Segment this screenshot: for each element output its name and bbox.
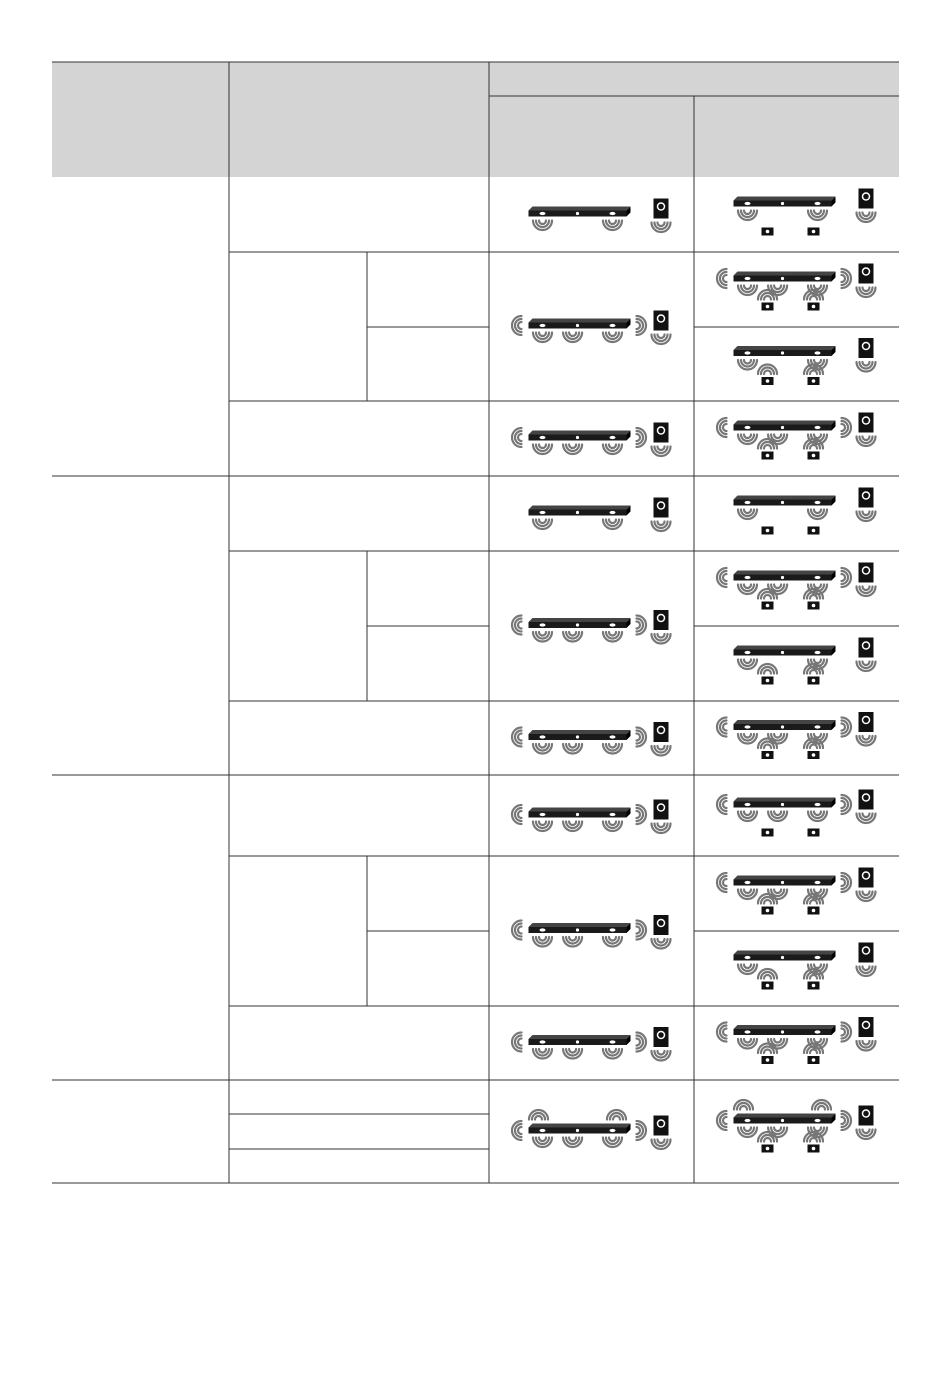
sound-wave-icon: [603, 520, 622, 530]
sound-wave-icon: [603, 822, 622, 832]
sound-wave-icon: [652, 522, 671, 532]
sound-wave-icon: [738, 435, 757, 445]
sound-wave-icon: [857, 1041, 876, 1051]
sound-wave-icon: [512, 805, 522, 824]
sound-wave-icon: [857, 362, 876, 372]
sound-wave-icon: [512, 316, 522, 335]
subwoofer-icon: [857, 563, 876, 597]
rear-speaker-icon: [758, 664, 777, 685]
sound-wave-icon: [603, 1138, 622, 1148]
sound-wave-icon: [607, 1110, 626, 1120]
soundbar-icon: [717, 269, 851, 295]
speaker-configuration: [512, 311, 671, 345]
sound-wave-icon: [529, 1110, 548, 1120]
sound-wave-icon: [563, 333, 582, 343]
rear-speaker-icon: [804, 1132, 823, 1153]
soundbar-icon: [717, 718, 851, 744]
sound-wave-icon: [857, 288, 876, 298]
sound-wave-icon: [857, 587, 876, 597]
subwoofer-icon: [857, 488, 876, 522]
sound-wave-icon: [738, 360, 757, 370]
sound-wave-icon: [717, 873, 727, 892]
sound-wave-icon: [857, 967, 876, 977]
sound-wave-icon: [717, 795, 727, 814]
sound-wave-icon: [717, 1023, 727, 1042]
sound-wave-icon: [533, 744, 552, 754]
sound-wave-icon: [603, 221, 622, 231]
sound-wave-icon: [842, 1023, 852, 1042]
speaker-configuration: [734, 338, 876, 385]
sound-wave-icon: [563, 1049, 582, 1059]
speaker-configuration: [734, 638, 876, 685]
speaker-configuration: [512, 1027, 671, 1061]
sound-wave-icon: [512, 428, 522, 447]
rear-speaker-icon: [804, 290, 823, 311]
soundbar-icon: [512, 1033, 646, 1059]
sound-wave-icon: [738, 890, 757, 900]
sound-wave-icon: [768, 812, 787, 822]
subwoofer-icon: [652, 800, 671, 834]
rear-speaker-icon: [808, 527, 820, 535]
sound-wave-icon: [652, 335, 671, 345]
speaker-configuration: [717, 563, 876, 610]
sound-wave-icon: [812, 1100, 831, 1110]
sound-wave-icon: [857, 814, 876, 824]
soundbar-icon: [512, 316, 646, 342]
subwoofer-icon: [857, 413, 876, 447]
subwoofer-icon: [652, 1027, 671, 1061]
subwoofer-icon: [857, 790, 876, 824]
speaker-configuration: [734, 943, 876, 990]
soundbar-icon: [734, 496, 836, 520]
speaker-configuration: [717, 1100, 876, 1153]
subwoofer-icon: [857, 943, 876, 977]
sound-wave-icon: [857, 662, 876, 672]
sound-wave-icon: [842, 718, 852, 737]
sound-wave-icon: [738, 812, 757, 822]
sound-wave-icon: [512, 921, 522, 940]
rear-speaker-icon: [758, 290, 777, 311]
soundbar-icon: [529, 207, 631, 231]
soundbar-icon: [512, 921, 646, 947]
speaker-configuration: [512, 610, 671, 644]
subwoofer-icon: [857, 1106, 876, 1140]
rear-speaker-icon: [762, 228, 774, 236]
rear-speaker-icon: [804, 894, 823, 915]
sound-wave-icon: [652, 939, 671, 949]
sound-wave-icon: [563, 822, 582, 832]
sound-wave-icon: [842, 873, 852, 892]
soundbar-icon: [512, 805, 646, 831]
subwoofer-icon: [652, 610, 671, 644]
subwoofer-icon: [652, 423, 671, 457]
sound-wave-icon: [512, 728, 522, 747]
rear-speaker-icon: [758, 439, 777, 460]
sound-wave-icon: [652, 447, 671, 457]
subwoofer-icon: [857, 264, 876, 298]
rear-speaker-icon: [762, 829, 774, 837]
soundbar-icon: [717, 795, 851, 821]
sound-wave-icon: [533, 632, 552, 642]
sound-wave-icon: [758, 969, 777, 979]
sound-wave-icon: [857, 736, 876, 746]
sound-wave-icon: [533, 822, 552, 832]
soundbar-icon: [717, 418, 851, 444]
rear-speaker-icon: [804, 589, 823, 610]
speaker-configuration: [529, 199, 671, 233]
sound-wave-icon: [758, 664, 777, 674]
sound-wave-icon: [533, 221, 552, 231]
sound-wave-icon: [717, 418, 727, 437]
subwoofer-icon: [652, 199, 671, 233]
sound-wave-icon: [857, 437, 876, 447]
soundbar-icon: [512, 428, 646, 454]
sound-wave-icon: [563, 1138, 582, 1148]
sound-wave-icon: [652, 1051, 671, 1061]
speaker-configuration: [512, 915, 671, 949]
sound-wave-icon: [637, 921, 647, 940]
sound-wave-icon: [603, 937, 622, 947]
rear-speaker-icon: [758, 1044, 777, 1065]
speaker-configuration: [512, 800, 671, 834]
sound-wave-icon: [652, 223, 671, 233]
sound-wave-icon: [738, 510, 757, 520]
rear-speaker-icon: [808, 829, 820, 837]
sound-wave-icon: [734, 1100, 753, 1110]
sound-wave-icon: [533, 937, 552, 947]
sound-wave-icon: [842, 568, 852, 587]
sound-wave-icon: [603, 1049, 622, 1059]
sound-wave-icon: [563, 632, 582, 642]
sound-wave-icon: [512, 1033, 522, 1052]
sound-wave-icon: [738, 965, 757, 975]
soundbar-icon: [734, 197, 836, 221]
sound-wave-icon: [652, 1140, 671, 1150]
sound-wave-icon: [738, 734, 757, 744]
rear-speaker-icon: [758, 365, 777, 386]
rear-speaker-icon: [758, 1132, 777, 1153]
sound-wave-icon: [738, 1039, 757, 1049]
sound-wave-icon: [603, 632, 622, 642]
soundbar-icon: [529, 506, 631, 530]
speaker-configuration: [717, 790, 876, 837]
rear-speaker-icon: [808, 228, 820, 236]
subwoofer-icon: [857, 712, 876, 746]
sound-wave-icon: [652, 634, 671, 644]
subwoofer-icon: [857, 638, 876, 672]
sound-wave-icon: [857, 892, 876, 902]
sound-wave-icon: [808, 510, 827, 520]
sound-wave-icon: [738, 286, 757, 296]
sound-wave-icon: [637, 1033, 647, 1052]
sound-wave-icon: [603, 744, 622, 754]
sound-wave-icon: [603, 333, 622, 343]
speaker-configuration: [734, 488, 876, 535]
sound-wave-icon: [842, 418, 852, 437]
sound-wave-icon: [717, 568, 727, 587]
sound-wave-icon: [717, 269, 727, 288]
sound-wave-icon: [758, 365, 777, 375]
sound-wave-icon: [738, 660, 757, 670]
sound-wave-icon: [512, 616, 522, 635]
soundbar-icon: [717, 568, 851, 594]
speaker-configuration: [512, 423, 671, 457]
sound-wave-icon: [637, 1121, 647, 1140]
soundbar-icon: [512, 728, 646, 754]
sound-wave-icon: [637, 428, 647, 447]
sound-wave-icon: [857, 1130, 876, 1140]
sound-wave-icon: [717, 1111, 727, 1130]
sound-wave-icon: [512, 1121, 522, 1140]
subwoofer-icon: [857, 1017, 876, 1051]
sound-wave-icon: [738, 211, 757, 221]
sound-wave-icon: [533, 445, 552, 455]
soundbar-icon: [717, 873, 851, 899]
soundbar-icon: [717, 1100, 851, 1137]
sound-wave-icon: [637, 316, 647, 335]
sound-wave-icon: [563, 445, 582, 455]
sound-wave-icon: [533, 333, 552, 343]
rear-speaker-icon: [804, 739, 823, 760]
sound-wave-icon: [637, 616, 647, 635]
subwoofer-icon: [857, 868, 876, 902]
rear-speaker-icon: [804, 365, 823, 386]
rear-speaker-icon: [758, 894, 777, 915]
table-header: [52, 62, 899, 177]
subwoofer-icon: [652, 1116, 671, 1150]
rear-speaker-icon: [804, 969, 823, 990]
sound-wave-icon: [857, 512, 876, 522]
sound-wave-icon: [808, 812, 827, 822]
sound-wave-icon: [652, 824, 671, 834]
speaker-configuration: [512, 1110, 671, 1149]
sound-wave-icon: [563, 937, 582, 947]
soundbar-icon: [512, 1110, 646, 1147]
sound-wave-icon: [652, 746, 671, 756]
sound-wave-icon: [857, 213, 876, 223]
subwoofer-icon: [652, 311, 671, 345]
soundbar-icon: [717, 1023, 851, 1049]
subwoofer-icon: [652, 915, 671, 949]
sound-wave-icon: [717, 718, 727, 737]
speaker-configuration: [717, 1017, 876, 1064]
speaker-configuration: [717, 868, 876, 915]
sound-wave-icon: [842, 1111, 852, 1130]
speaker-configuration: [717, 413, 876, 460]
speaker-configuration: [717, 712, 876, 759]
sound-wave-icon: [637, 805, 647, 824]
sound-wave-icon: [533, 520, 552, 530]
sound-wave-icon: [738, 585, 757, 595]
subwoofer-icon: [652, 722, 671, 756]
subwoofer-icon: [857, 338, 876, 372]
rear-speaker-icon: [804, 439, 823, 460]
sound-wave-icon: [533, 1138, 552, 1148]
sound-wave-icon: [808, 211, 827, 221]
speaker-configuration: [512, 722, 671, 756]
sound-wave-icon: [563, 744, 582, 754]
subwoofer-icon: [857, 189, 876, 223]
rear-speaker-icon: [758, 589, 777, 610]
rear-speaker-icon: [804, 664, 823, 685]
soundbar-icon: [512, 616, 646, 642]
subwoofer-icon: [652, 498, 671, 532]
sound-wave-icon: [842, 269, 852, 288]
sound-wave-icon: [842, 795, 852, 814]
speaker-configuration: [529, 498, 671, 532]
sound-wave-icon: [603, 445, 622, 455]
speaker-configuration: [717, 264, 876, 311]
rear-speaker-icon: [804, 1044, 823, 1065]
rear-speaker-icon: [758, 969, 777, 990]
rear-speaker-icon: [762, 527, 774, 535]
speaker-configuration: [734, 189, 876, 236]
rear-speaker-icon: [758, 739, 777, 760]
sound-wave-icon: [533, 1049, 552, 1059]
sound-wave-icon: [738, 1128, 757, 1138]
sound-wave-icon: [637, 728, 647, 747]
